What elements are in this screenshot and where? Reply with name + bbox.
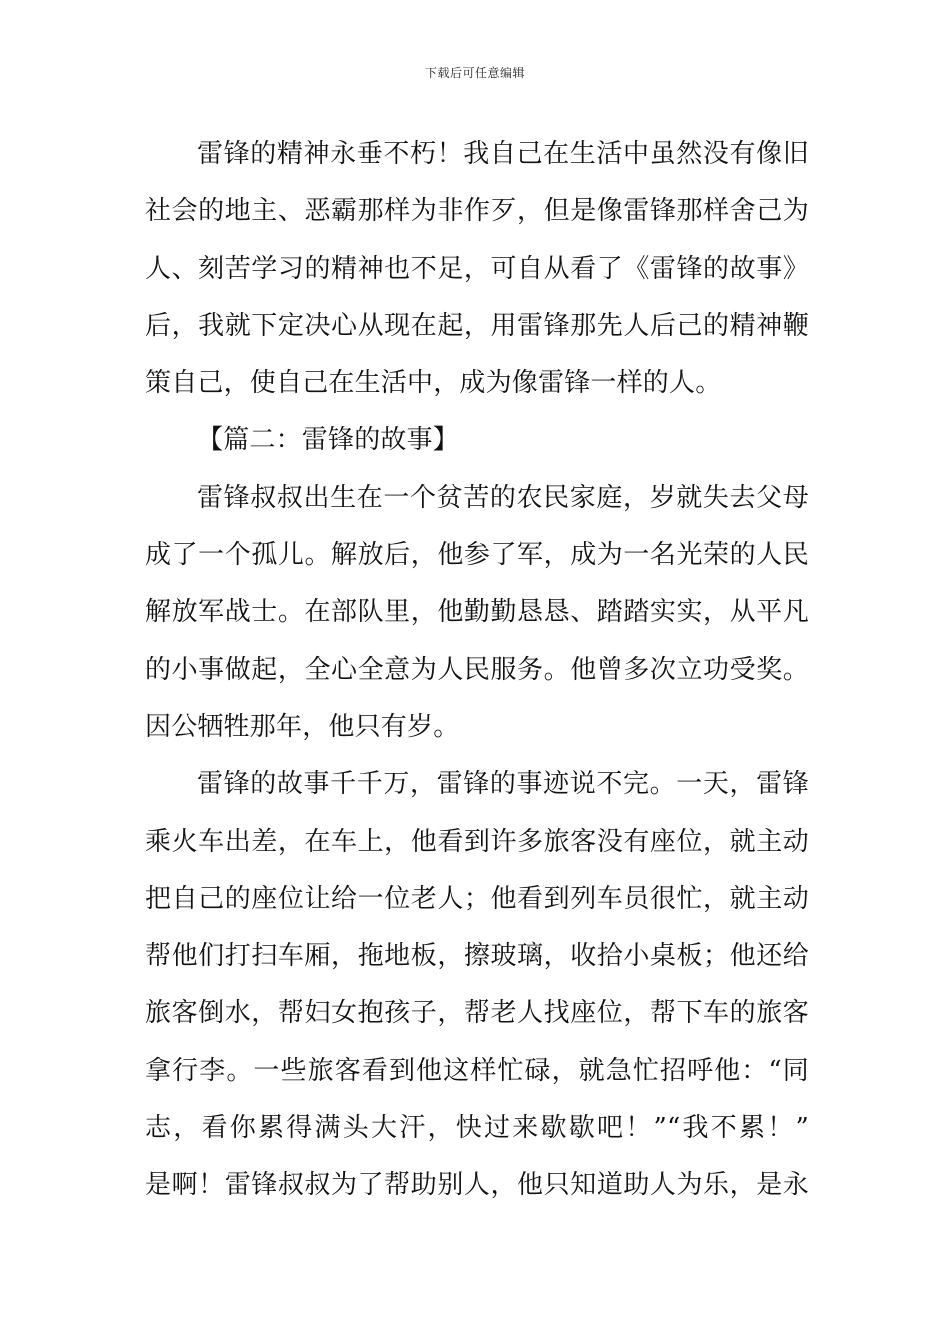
text-line: 社会的地主、恶霸那样为非作歹，但是像雷锋那样舍己为 xyxy=(145,196,809,227)
text-line: 志，看你累得满头大汗，快过来歇歇吧！”“我不累！” xyxy=(145,1113,809,1144)
text-line: 雷锋的故事千千万，雷锋的事迹说不完。一天，雷锋 xyxy=(197,769,809,800)
text-line: 旅客倒水，帮妇女抱孩子，帮老人找座位，帮下车的旅客 xyxy=(145,998,809,1029)
text-line: 拿行李。一些旅客看到他这样忙碌，就急忙招呼他：“同 xyxy=(145,1055,809,1086)
text-line: 是啊！雷锋叔叔为了帮助别人，他只知道助人为乐，是永 xyxy=(145,1170,809,1201)
text-line: 【篇二：雷锋的故事】 xyxy=(197,425,460,456)
text-line: 人、刻苦学习的精神也不足，可自从看了《雷锋的故事》 xyxy=(145,253,809,284)
text-line: 因公牺牲那年，他只有岁。 xyxy=(145,711,460,742)
text-line: 策自己，使自己在生活中，成为像雷锋一样的人。 xyxy=(145,368,722,399)
text-line: 后，我就下定决心从现在起，用雷锋那先人后己的精神鞭 xyxy=(145,310,809,341)
text-line: 把自己的座位让给一位老人；他看到列车员很忙，就主动 xyxy=(145,883,809,914)
text-line: 雷锋的精神永垂不朽！我自己在生活中虽然没有像旧 xyxy=(197,139,809,169)
text-line: 成了一个孤儿。解放后，他参了军，成为一名光荣的人民 xyxy=(145,540,809,571)
text-line: 雷锋叔叔出生在一个贫苦的农民家庭，岁就失去父母 xyxy=(197,482,809,513)
text-line: 的小事做起，全心全意为人民服务。他曾多次立功受奖。 xyxy=(145,654,809,685)
text-line: 帮他们打扫车厢，拖地板，擦玻璃，收拾小桌板；他还给 xyxy=(145,941,809,972)
text-line: 乘火车出差，在车上，他看到许多旅客没有座位，就主动 xyxy=(145,826,809,857)
text-line: 解放军战士。在部队里，他勤勤恳恳、踏踏实实，从平凡 xyxy=(145,597,809,628)
header-note: 下载后可任意编辑 xyxy=(424,66,525,80)
document-body xyxy=(145,126,809,1215)
